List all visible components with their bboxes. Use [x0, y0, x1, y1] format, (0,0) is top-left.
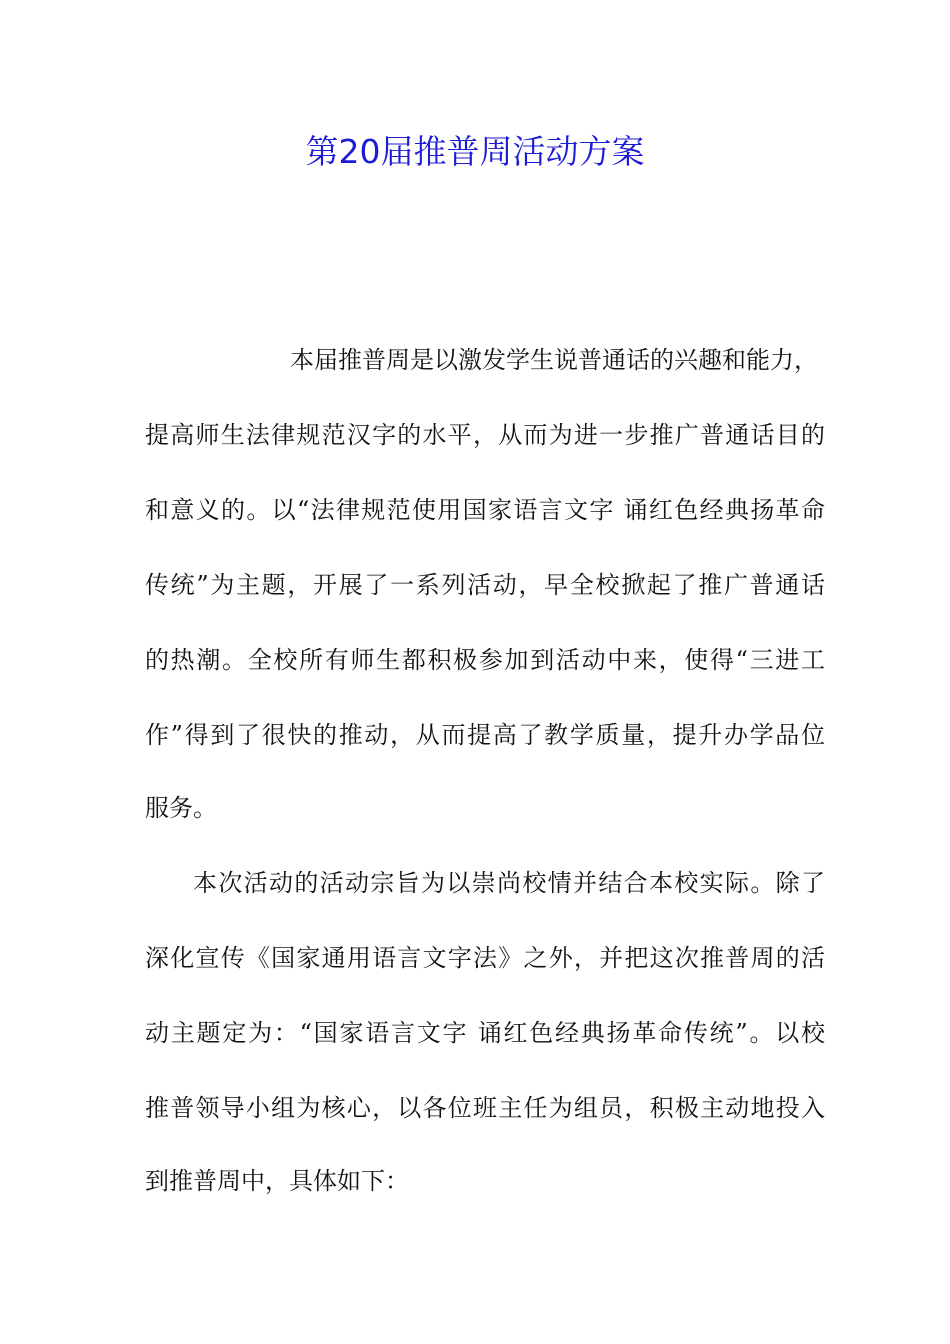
paragraph-2-line-4: 推普领导小组为核心，以各位班主任为组员，积极主动地投入 [145, 1094, 825, 1122]
paragraph-1-line-5: 的热潮。全校所有师生都积极参加到活动中来，使得“三进工 [145, 646, 825, 674]
paragraph-1-line-7: 服务。 [145, 794, 217, 822]
paragraph-1-line-4: 传统”为主题，开展了一系列活动，早全校掀起了推广普通话 [145, 571, 825, 599]
document-title: 第20届推普周活动方案 [305, 132, 645, 171]
paragraph-1-line-6: 作”得到了很快的推动，从而提高了教学质量，提升办学品位 [145, 721, 825, 749]
paragraph-2-line-2: 深化宣传《国家通用语言文字法》之外，并把这次推普周的活 [145, 944, 825, 972]
paragraph-1-line-2: 提高师生法律规范汉字的水平，从而为进一步推广普通话目的 [145, 421, 825, 449]
paragraph-2-line-3: 动主题定为：“国家语言文字 诵红色经典扬革命传统”。以校 [145, 1019, 825, 1047]
paragraph-2-line-5: 到推普周中，具体如下： [145, 1167, 409, 1195]
paragraph-1-line-3: 和意义的。以“法律规范使用国家语言文字 诵红色经典扬革命 [145, 496, 825, 524]
paragraph-2-line-1: 本次活动的活动宗旨为以崇尚校情并结合本校实际。除了 [193, 869, 825, 897]
paragraph-1-line-1: 本届推普周是以激发学生说普通话的兴趣和能力， [290, 346, 818, 374]
